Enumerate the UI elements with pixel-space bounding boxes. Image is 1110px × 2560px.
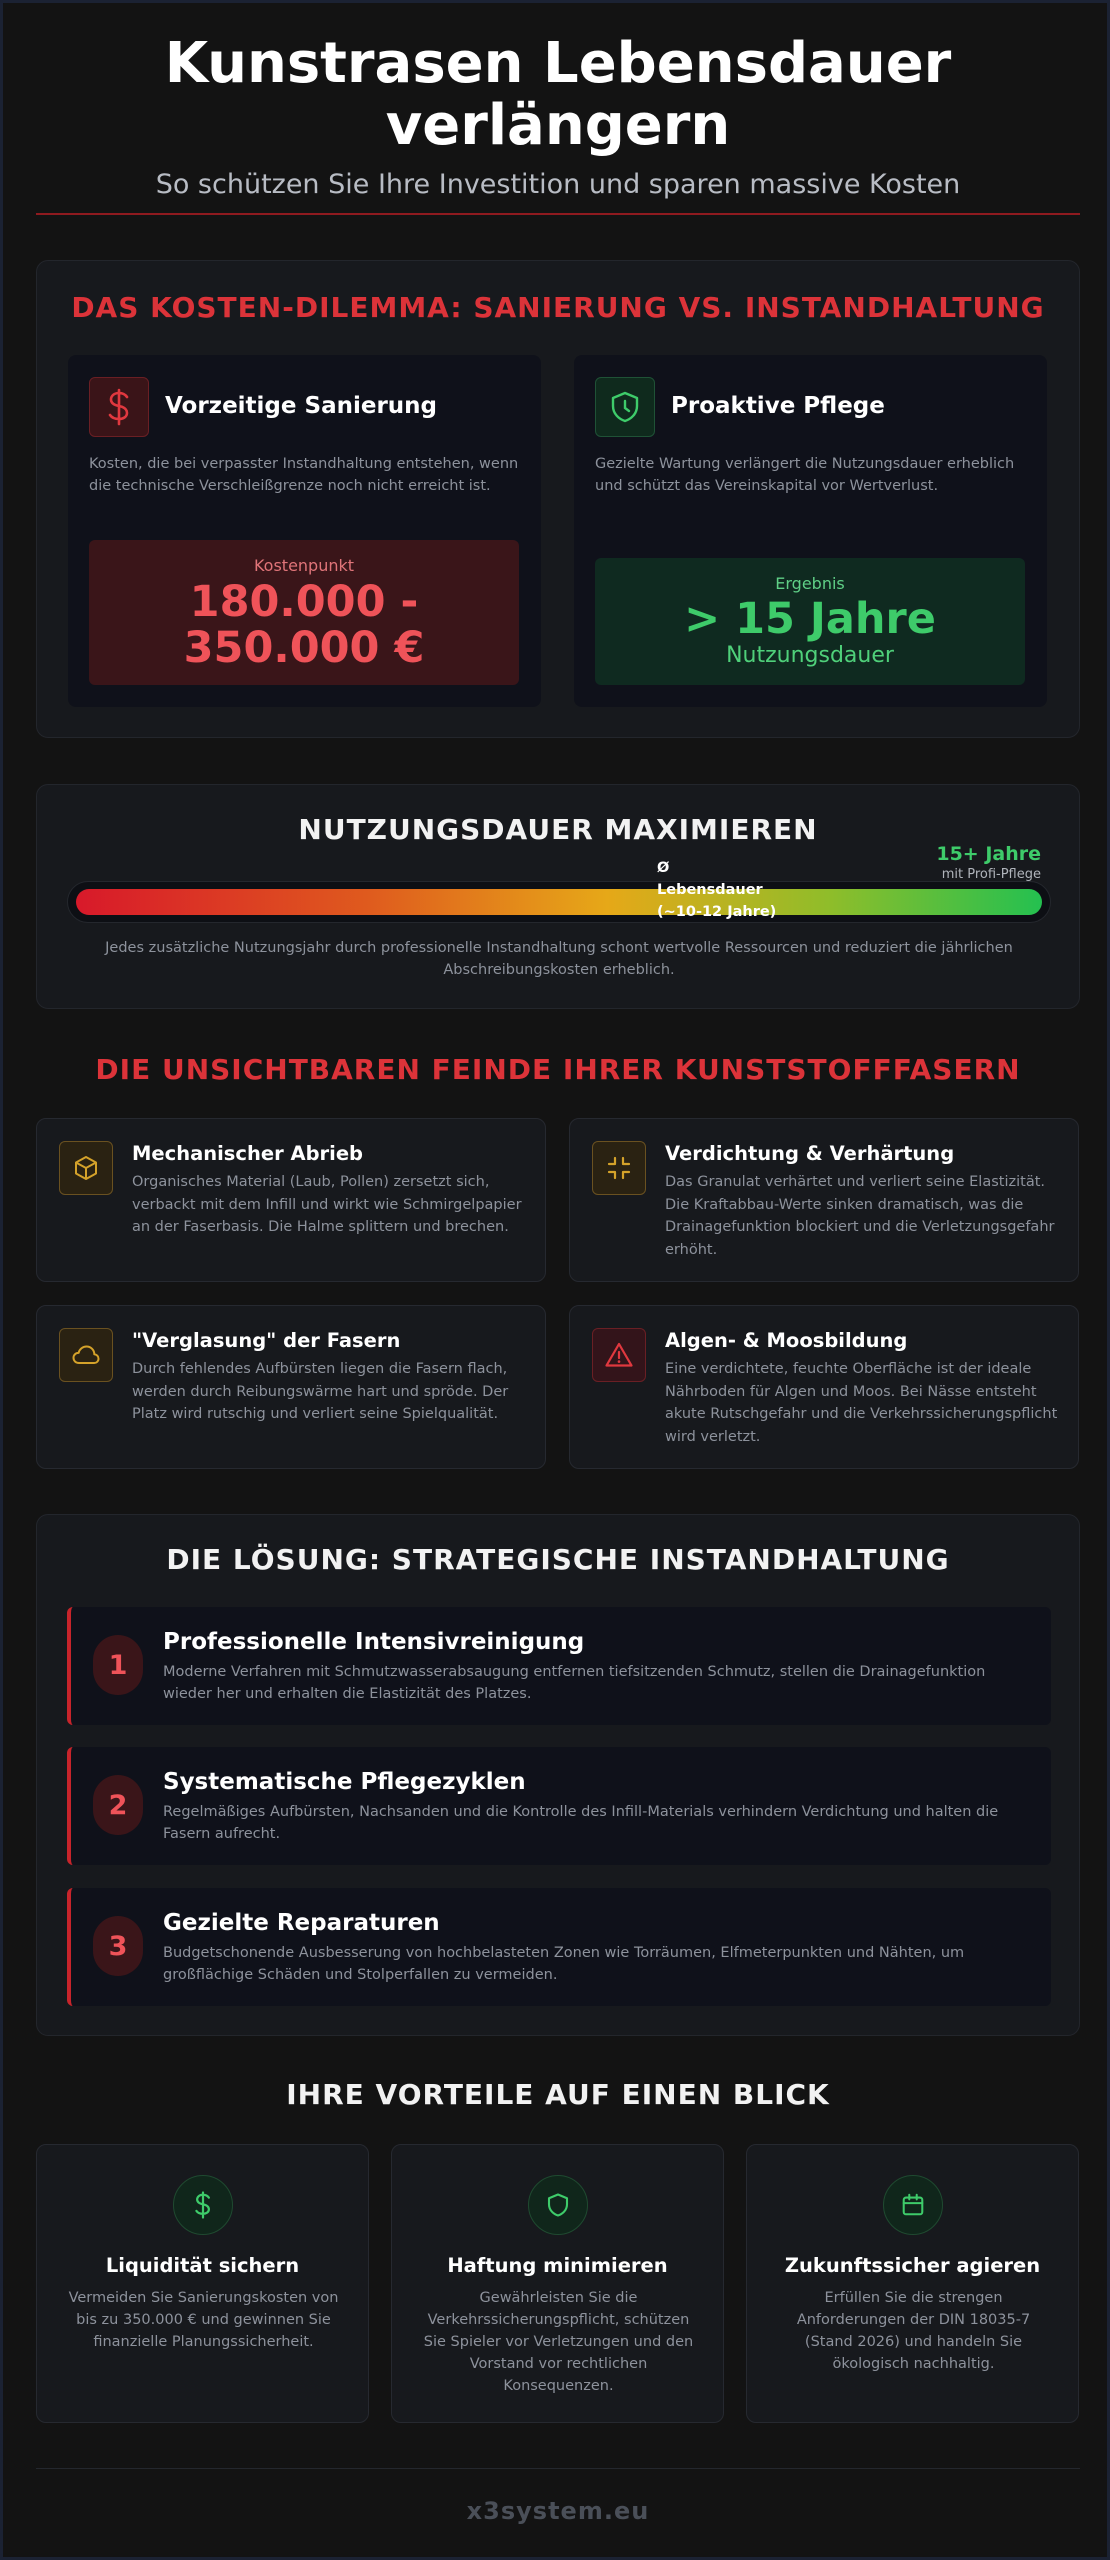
- result-label: Ergebnis: [775, 574, 845, 593]
- shield-icon: [528, 2175, 588, 2235]
- step-number: 3: [93, 1916, 143, 1976]
- step-title: Gezielte Reparaturen: [163, 1910, 440, 1936]
- enemy-card: [36, 1118, 546, 1282]
- benefit-title: Zukunftssicher agieren: [784, 2254, 1041, 2277]
- enemy-card: [569, 1118, 1079, 1282]
- lifespan-bar: [67, 881, 1051, 923]
- solution-step: [67, 1747, 1051, 1865]
- step-number: 1: [93, 1635, 143, 1695]
- result-value: > 15 Jahre: [684, 594, 936, 644]
- enemy-title: Algen- & Moosbildung: [665, 1329, 908, 1352]
- cost-dilemma-section: [36, 260, 1080, 738]
- benefit-title: Haftung minimieren: [447, 2254, 668, 2277]
- step-text: Moderne Verfahren mit Schmutzwasserabsaugung entfernen tiefsitzenden Schmutz, stellen die Drainagefunktion wieder her und erhalten die Elastizität des Platzes.: [163, 1664, 986, 1702]
- box-icon: [59, 1141, 113, 1195]
- benefit-text: Vermeiden Sie Sanierungskosten von bis zu 350.000 € und gewinnen Sie finanzielle Planungssicherheit.: [68, 2290, 339, 2350]
- warning-icon: [592, 1328, 646, 1382]
- enemy-text: Das Granulat verhärtet und verliert seine Elastizität. Die Kraftabbau-Werte sinken dramatisch, was die Drainagefunktion blockiert und die Verletzungsgefahr erhöht.: [665, 1174, 1055, 1258]
- cost-section-title: DAS KOSTEN-DILEMMA: SANIERUNG VS. INSTANDHALTUNG: [71, 291, 1045, 324]
- enemy-title: Verdichtung & Verhärtung: [665, 1142, 955, 1165]
- goal-value: 15+ Jahre: [936, 843, 1041, 865]
- result-value: 180.000 - 350.000 €: [183, 577, 425, 673]
- solution-section-title: DIE LÖSUNG: STRATEGISCHE INSTANDHALTUNG: [166, 1543, 950, 1576]
- card-title: Vorzeitige Sanierung: [165, 393, 438, 419]
- enemy-card: [36, 1305, 546, 1469]
- header-divider: [36, 213, 1080, 215]
- cloud-icon: [59, 1328, 113, 1382]
- page-title: Kunstrasen Lebensdauer verlängern: [164, 31, 952, 158]
- average-lifespan-marker: Ø Lebensdauer (~10-12 Jahre): [657, 860, 777, 920]
- enemy-title: "Verglasung" der Fasern: [132, 1329, 401, 1352]
- benefit-text: Gewährleisten Sie die Verkehrssicherungspflicht, schützen Sie Spieler vor Verletzungen und den Vorstand vor rechtlichen Konsequenzen.: [423, 2290, 694, 2394]
- card-title: Proaktive Pflege: [671, 393, 885, 419]
- enemy-card: [569, 1305, 1079, 1469]
- enemies-section-title: DIE UNSICHTBAREN FEINDE IHRER KUNSTSTOFFFASERN: [95, 1053, 1021, 1086]
- benefit-card: [746, 2144, 1079, 2423]
- page-header: [3, 33, 1110, 200]
- page-subtitle: So schützen Sie Ihre Investition und sparen massive Kosten: [155, 169, 961, 200]
- result-unit: Nutzungsdauer: [726, 643, 894, 668]
- calendar-icon: [883, 2175, 943, 2235]
- care-result-box: [595, 558, 1025, 685]
- step-text: Budgetschonende Ausbesserung von hochbelasteten Zonen wie Torräumen, Elfmeterpunkten und Nähten, um großflächige Schäden und Stolperfallen zu vermeiden.: [163, 1945, 965, 1983]
- benefit-card: [36, 2144, 369, 2423]
- cost-result-box: [89, 540, 519, 685]
- step-title: Professionelle Intensivreinigung: [163, 1629, 585, 1655]
- lifespan-bar-fill: [76, 889, 1042, 915]
- enemy-text: Organisches Material (Laub, Pollen) zersetzt sich, verbackt mit dem Infill und wirkt wie Schmirgelpapier an der Faserbasis. Die Halme splittern und brechen.: [132, 1174, 522, 1235]
- enemy-text: Durch fehlendes Aufbürsten liegen die Fasern flach, werden durch Reibungswärme hart und spröde. Der Platz wird rutschig und verliert seine Spielqualität.: [132, 1361, 509, 1422]
- compress-icon: [592, 1141, 646, 1195]
- result-label: Kostenpunkt: [253, 556, 355, 575]
- dollar-icon: [89, 377, 149, 437]
- footer-divider: [36, 2468, 1080, 2469]
- goal-subtext: mit Profi-Pflege: [941, 867, 1041, 882]
- enemy-title: Mechanischer Abrieb: [132, 1142, 364, 1165]
- step-title: Systematische Pflegezyklen: [163, 1769, 526, 1795]
- dollar-icon: [173, 2175, 233, 2235]
- solution-section: [36, 1514, 1080, 2036]
- benefits-section-title: IHRE VORTEILE AUF EINEN BLICK: [286, 2078, 830, 2111]
- card-text: Kosten, die bei verpasster Instandhaltung entstehen, wenn die technische Verschleißgrenze noch nicht erreicht ist.: [89, 456, 519, 494]
- card-text: Gezielte Wartung verlängert die Nutzungsdauer erheblich und schützt das Vereinskapital vor Wertverlust.: [595, 456, 1015, 494]
- benefit-text: Erfüllen Sie die strengen Anforderungen der DIN 18035-7 (Stand 2026) und handeln Sie ökologisch nachhaltig.: [796, 2290, 1031, 2372]
- usage-note: Jedes zusätzliche Nutzungsjahr durch professionelle Instandhaltung schont wertvolle Ressourcen und reduziert die jährlichen Abschreibungskosten erheblich.: [105, 940, 1013, 978]
- step-number: 2: [93, 1775, 143, 1835]
- benefit-card: [391, 2144, 724, 2423]
- benefit-title: Liquidität sichern: [105, 2254, 300, 2277]
- usage-section-title: NUTZUNGSDAUER MAXIMIEREN: [298, 813, 818, 846]
- proactive-care-card: [574, 355, 1047, 707]
- solution-step: [67, 1607, 1051, 1725]
- usage-section: [36, 784, 1080, 1009]
- premature-renovation-card: [68, 355, 541, 707]
- footer-brand: x3system.eu: [466, 2497, 650, 2525]
- step-text: Regelmäßiges Aufbürsten, Nachsanden und die Kontrolle des Infill-Materials verhindern Verdichtung und halten die Fasern aufrecht.: [163, 1804, 999, 1842]
- solution-step: [67, 1888, 1051, 2006]
- enemy-text: Eine verdichtete, feuchte Oberfläche ist der ideale Nährboden für Algen und Moos. Bei Nässe entsteht akute Rutschgefahr und die Verkehrssicherungspflicht wird verletzt.: [665, 1361, 1058, 1445]
- shield-clock-icon: [595, 377, 655, 437]
- goal-label: [936, 843, 1041, 882]
